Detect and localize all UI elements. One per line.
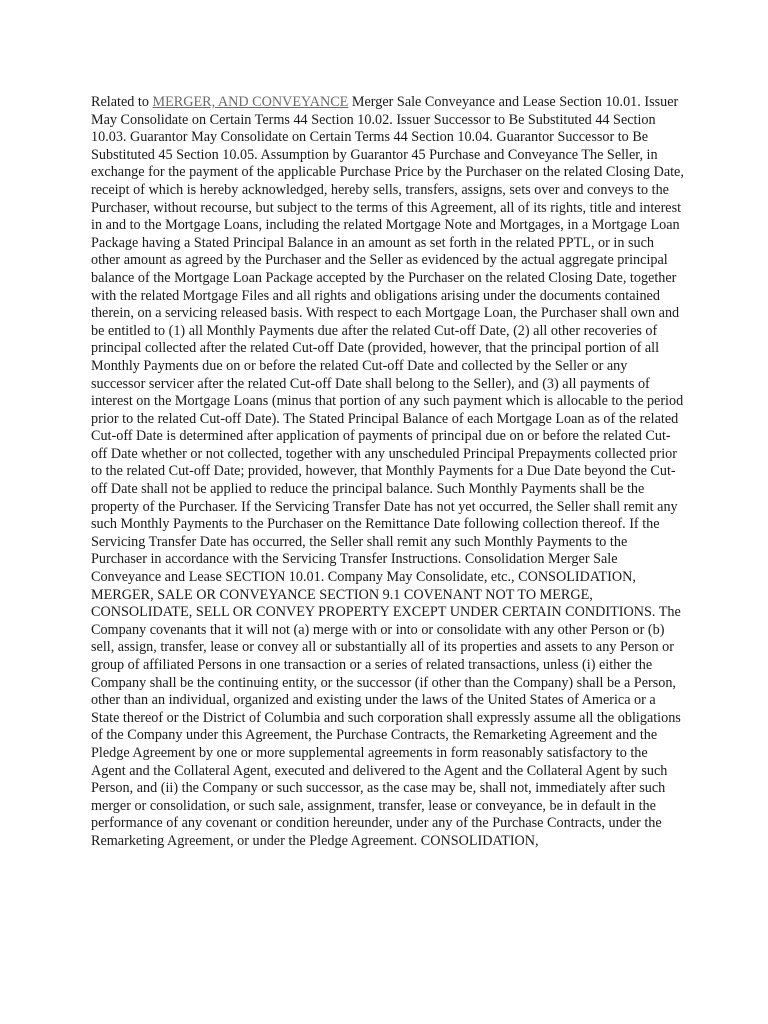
- paragraph-body: Merger Sale Conveyance and Lease Section 10.01. Issuer May Consolidate on Certain Terms 44 Section 10.02. Issuer Successor to Be Substituted 44 Section 10.03. Guarantor May Consolidate on Certain Terms 44 Section 10.04. Guarantor Successor to Be Substituted 45 Section 10.05. Assumption by Guarantor 45 Purchase and Conveyance The Seller, in exchange for the payment of the applicable Purchase Price by the Purchaser on the related Closing Date, receipt of which is hereby acknowledged, hereby sells, transfers, assigns, sets over and conveys to the Purchaser, without recourse, but subject to the terms of this Agreement, all of its rights, title and interest in and to the Mortgage Loans, including the related Mortgage Note and Mortgages, in a Mortgage Loan Package having a Stated Principal Balance in an amount as set forth in the related PPTL, or in such other amount as agreed by the Purchaser and the Seller as evidenced by the actual aggregate principal balance of the Mortgage Loan Package accepted by the Purchaser on the related Closing Date, together with the related Mortgage Files and all rights and obligations arising under the documents contained therein, on a servicing released basis. With respect to each Mortgage Loan, the Purchaser shall own and be entitled to (1) all Monthly Payments due after the related Cut-off Date, (2) all other recoveries of principal collected after the related Cut-off Date (provided, however, that the principal portion of all Monthly Payments due on or before the related Cut-off Date and collected by the Seller or any successor servicer after the related Cut-off Date shall belong to the Seller), and (3) all payments of interest on the Mortgage Loans (minus that portion of any such payment which is allocable to the period prior to the related Cut-off Date). The Stated Principal Balance of each Mortgage Loan as of the related Cut-off Date is determined after application of payments of principal due on or before the related Cut-off Date whether or not collected, together with any unscheduled Principal Prepayments collected prior to the related Cut-off Date; provided, however, that Monthly Payments for a Due Date beyond the Cut-off Date shall not be applied to reduce the principal balance. Such Monthly Payments shall be the property of the Purchaser. If the Servicing Transfer Date has not yet occurred, the Seller shall remit any such Monthly Payments to the Purchaser on the Remittance Date following collection thereof. If the Servicing Transfer Date has occurred, the Seller shall remit any such Monthly Payments to the Purchaser in accordance with the Servicing Transfer Instructions. Consolidation Merger Sale Conveyance and Lease SECTION 10.01. Company May Consolidate, etc., CONSOLIDATION, MERGER, SALE OR CONVEYANCE SECTION 9.1 COVENANT NOT TO MERGE, CONSOLIDATE, SELL OR CONVEY PROPERTY EXCEPT UNDER CERTAIN CONDITIONS. The Company covenants that it will not (a) merge with or into or consolidate with any other Person or (b) sell, assign, transfer, lease or convey all or substantially all of its properties and assets to any Person or group of affiliated Persons in one transaction or a series of related transactions, unless (i) either the Company shall be the continuing entity, or the successor (if other than the Company) shall be a Person, other than an individual, organized and existing under the laws of the United States of America or a State thereof or the District of Columbia and such corporation shall expressly assume all the obligations of the Company under this Agreement, the Purchase Contracts, the Remarketing Agreement and the Pledge Agreement by one or more supplemental agreements in form reasonably satisfactory to the Agent and the Collateral Agent, executed and delivered to the Agent and the Collateral Agent by such Person, and (ii) the Company or such successor, as the case may be, shall not, immediately after such merger or consolidation, or such sale, assignment, transfer, lease or conveyance, be in default in the performance of any covenant or condition hereunder, under any of the Purchase Contracts, under the Remarketing Agreement, or under the Pledge Agreement. CONSOLIDATION,: [91, 94, 684, 849]
- document-paragraph: [91, 94, 685, 851]
- document-page: [91, 94, 685, 851]
- paragraph-prefix: Related to: [91, 94, 153, 110]
- merger-conveyance-link[interactable]: MERGER, AND CONVEYANCE: [152, 94, 349, 110]
